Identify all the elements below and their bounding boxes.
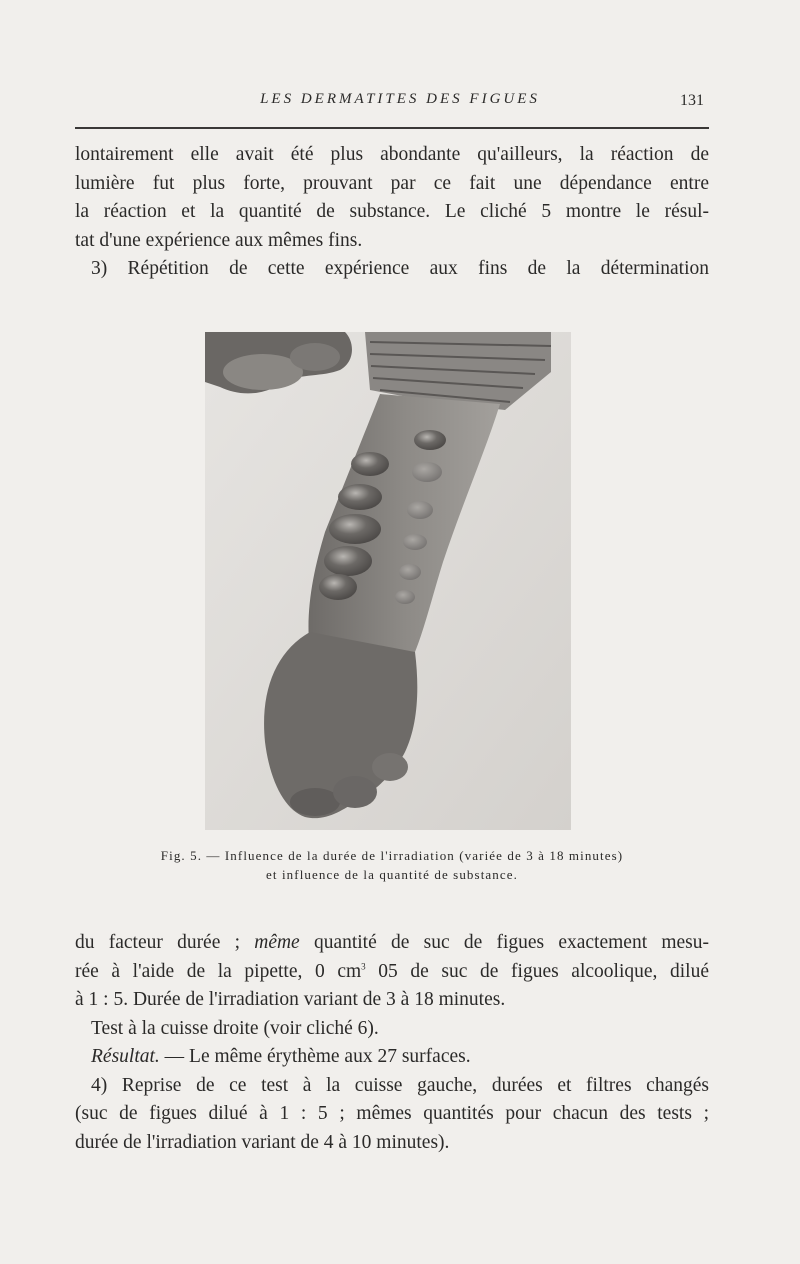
caption-line: et influence de la quantité de substance. bbox=[266, 867, 518, 882]
text-line: tat d'une expérience aux mêmes fins. bbox=[75, 229, 363, 251]
bottom-paragraph bbox=[75, 929, 709, 1157]
text-run: — Le même érythème aux 27 surfaces. bbox=[159, 1046, 471, 1067]
emphasis: même bbox=[254, 932, 300, 953]
top-paragraph bbox=[75, 141, 709, 284]
text-line: Test à la cuisse droite (voir cliché 6). bbox=[91, 1017, 379, 1039]
text-line bbox=[75, 958, 709, 987]
figure-caption bbox=[75, 846, 709, 884]
text-line: à 1 : 5. Durée de l'irradiation variant de 3 à 18 minutes. bbox=[75, 989, 506, 1010]
text-line: lumière fut plus forte, prouvant par ce fait une dépendance entre bbox=[75, 172, 709, 194]
arm-photograph bbox=[205, 332, 571, 830]
text-run: rée à l'aide de la pipette, 0 cm bbox=[75, 960, 362, 982]
superscript: 3 bbox=[361, 961, 366, 971]
page-number: 131 bbox=[680, 92, 704, 109]
text-run: quantité de suc de figues exactement mesu- bbox=[299, 932, 709, 953]
text-line bbox=[75, 929, 709, 958]
text-line bbox=[75, 1043, 709, 1072]
emphasis: Résultat. bbox=[91, 1046, 160, 1067]
caption-line: Fig. 5. — Influence de la durée de l'irradiation (variée de 3 à 18 minutes) bbox=[160, 848, 624, 863]
header-rule bbox=[75, 127, 709, 129]
text-line: durée de l'irradiation variant de 4 à 10 minutes). bbox=[75, 1131, 450, 1153]
running-title: LES DERMATITES DES FIGUES bbox=[260, 91, 540, 107]
text-line: lontairement elle avait été plus abondante qu'ailleurs, la réaction de bbox=[75, 144, 709, 165]
text-run: du facteur durée ; bbox=[75, 932, 255, 953]
text-line: 4) Reprise de ce test à la cuisse gauche, durées et filtres changés bbox=[91, 1074, 709, 1096]
text-line: la réaction et la quantité de substance. Le cliché 5 montre le résul- bbox=[75, 201, 709, 222]
item-3-line: 3) Répétition de cette expérience aux fins de la détermination bbox=[91, 258, 709, 279]
text-run: 05 de suc de figues alcoolique, dilué bbox=[365, 960, 709, 982]
text-line: (suc de figues dilué à 1 : 5 ; mêmes quantités pour chacun des tests ; bbox=[75, 1103, 709, 1124]
